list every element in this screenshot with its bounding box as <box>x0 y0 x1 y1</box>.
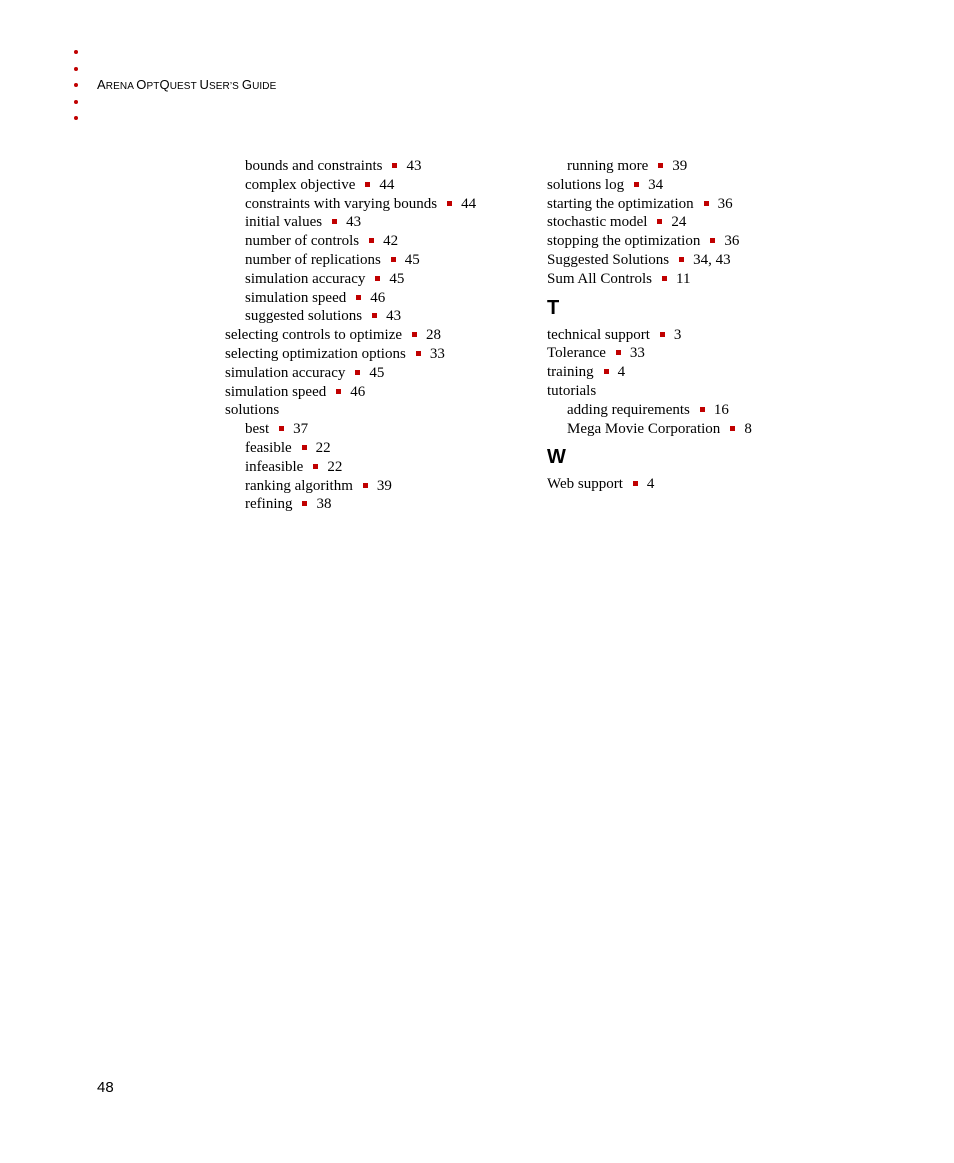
index-term: suggested solutions <box>245 308 363 325</box>
index-subentry <box>547 420 927 439</box>
page-reference: 33 <box>429 345 445 362</box>
index-term: refining <box>245 496 293 513</box>
index-term: best <box>245 421 270 438</box>
index-term: number of replications <box>245 251 381 268</box>
page-reference: 8 <box>744 420 752 437</box>
index-subentry <box>225 270 525 289</box>
page-reference: 42 <box>383 233 399 250</box>
index-subentry <box>225 420 525 439</box>
index-subentry <box>547 157 927 176</box>
square-bullet-icon <box>363 483 368 488</box>
index-subentry <box>225 157 525 176</box>
page-reference: 36 <box>717 195 733 212</box>
index-term: tutorials <box>547 382 597 399</box>
index-entry <box>547 270 927 289</box>
index-term: ranking algorithm <box>245 477 353 494</box>
page-reference: 16 <box>713 401 729 418</box>
page-reference: 3 <box>673 326 682 343</box>
page-reference: 34 <box>648 176 664 193</box>
index-term: Mega Movie Corporation <box>567 420 721 437</box>
square-bullet-icon <box>660 332 665 337</box>
bullet-icon <box>74 67 78 71</box>
index-entry <box>547 251 927 270</box>
page-reference: 24 <box>671 214 687 231</box>
bullet-icon <box>74 83 78 87</box>
index-term: solutions <box>225 402 280 419</box>
index-term: feasible <box>245 439 292 456</box>
index-entry <box>547 326 927 345</box>
page-reference: 34, 43 <box>693 251 731 268</box>
index-term: starting the optimization <box>547 195 694 212</box>
square-bullet-icon <box>392 163 397 168</box>
index-term: adding requirements <box>567 401 690 418</box>
index-subentry <box>225 251 525 270</box>
square-bullet-icon <box>365 182 370 187</box>
page-reference: 22 <box>315 439 331 456</box>
page-reference: 4 <box>646 476 655 493</box>
page-reference: 39 <box>672 158 688 174</box>
index-entry <box>547 475 927 494</box>
bullet-icon <box>74 116 78 120</box>
index-entry <box>225 383 525 402</box>
index-subentry <box>225 232 525 251</box>
index-entry <box>547 232 927 251</box>
page-reference: 45 <box>369 364 385 381</box>
index-term: selecting optimization options <box>225 345 406 362</box>
index-subentry <box>225 477 525 496</box>
square-bullet-icon <box>447 201 452 206</box>
square-bullet-icon <box>332 219 337 224</box>
page-reference: 45 <box>389 270 405 287</box>
index-subentry <box>225 439 525 458</box>
header-bullet-row <box>74 94 434 111</box>
index-subentry <box>225 195 525 214</box>
index-entry <box>225 364 525 383</box>
page-reference: 46 <box>350 383 366 400</box>
page-reference: 36 <box>724 233 740 250</box>
square-bullet-icon <box>704 201 709 206</box>
index-term: infeasible <box>245 458 304 475</box>
square-bullet-icon <box>372 313 377 318</box>
index-term: Sum All Controls <box>547 270 653 287</box>
page-reference: 44 <box>379 176 395 193</box>
header-bullet-row <box>74 44 434 61</box>
square-bullet-icon <box>302 501 307 506</box>
page-reference: 33 <box>629 345 645 362</box>
index-term: selecting controls to optimize <box>225 327 403 344</box>
header-bullet-row <box>74 77 434 94</box>
index-column-right <box>547 157 927 494</box>
index-term: technical support <box>547 326 650 343</box>
index-term: simulation speed <box>225 383 327 400</box>
index-subentry <box>225 458 525 477</box>
square-bullet-icon <box>336 389 341 394</box>
index-term: stopping the optimization <box>547 233 701 250</box>
index-term: Web support <box>547 476 623 493</box>
index-term: Tolerance <box>547 345 606 362</box>
index-entry <box>547 344 927 363</box>
index-letter-heading: W <box>547 446 566 469</box>
index-term: complex objective <box>245 176 356 193</box>
page-reference: 43 <box>346 214 362 231</box>
bullet-icon <box>74 100 78 104</box>
page-reference: 11 <box>676 270 691 287</box>
page-reference: 38 <box>316 496 332 513</box>
page-reference: 44 <box>461 195 477 212</box>
index-term: constraints with varying bounds <box>245 195 438 212</box>
bullet-icon <box>74 50 78 54</box>
index-subentry <box>547 401 927 420</box>
square-bullet-icon <box>634 182 639 187</box>
square-bullet-icon <box>412 332 417 337</box>
page-reference: 39 <box>376 477 392 494</box>
index-entry <box>547 213 927 232</box>
square-bullet-icon <box>355 370 360 375</box>
index-entry <box>225 345 525 364</box>
index-term: simulation accuracy <box>225 364 346 381</box>
index-term: training <box>547 364 594 381</box>
index-entry <box>547 382 927 401</box>
square-bullet-icon <box>369 238 374 243</box>
index-term: simulation speed <box>245 289 347 306</box>
index-subentry <box>225 176 525 195</box>
running-title: ARENA OPTQUEST USER’S GUIDE <box>97 77 277 92</box>
index-term: number of controls <box>245 233 360 250</box>
page-reference: 43 <box>386 308 402 325</box>
index-entry <box>547 176 927 195</box>
square-bullet-icon <box>658 163 663 168</box>
square-bullet-icon <box>356 295 361 300</box>
index-term: initial values <box>245 214 323 231</box>
index-column-left <box>225 157 525 514</box>
square-bullet-icon <box>710 238 715 243</box>
square-bullet-icon <box>679 257 684 262</box>
page-reference: 28 <box>426 327 442 344</box>
square-bullet-icon <box>416 351 421 356</box>
square-bullet-icon <box>391 257 396 262</box>
header-bullet-row <box>74 110 434 127</box>
square-bullet-icon <box>730 426 735 431</box>
index-entry <box>547 363 927 382</box>
square-bullet-icon <box>302 445 307 450</box>
page-reference: 43 <box>406 158 422 174</box>
square-bullet-icon <box>662 276 667 281</box>
index-term: solutions log <box>547 176 625 193</box>
index-term: stochastic model <box>547 214 648 231</box>
index-term: simulation accuracy <box>245 270 366 287</box>
index-subentry <box>225 289 525 308</box>
index-subentry <box>225 495 525 514</box>
index-entry <box>225 401 525 420</box>
square-bullet-icon <box>633 481 638 486</box>
square-bullet-icon <box>700 407 705 412</box>
square-bullet-icon <box>279 426 284 431</box>
header-bullet-row <box>74 61 434 78</box>
page-reference: 46 <box>370 289 386 306</box>
running-header <box>74 44 434 127</box>
page-reference: 22 <box>327 458 343 475</box>
square-bullet-icon <box>375 276 380 281</box>
square-bullet-icon <box>313 464 318 469</box>
index-term: running more <box>567 158 649 174</box>
page-number: 48 <box>97 1079 114 1096</box>
page-reference: 45 <box>404 251 420 268</box>
index-subentry <box>225 213 525 232</box>
index-entry <box>547 195 927 214</box>
index-subentry <box>225 307 525 326</box>
index-term: bounds and constraints <box>245 158 383 174</box>
index-term: Suggested Solutions <box>547 251 670 268</box>
page-reference: 4 <box>617 364 626 381</box>
page-reference: 37 <box>293 421 309 438</box>
square-bullet-icon <box>604 369 609 374</box>
square-bullet-icon <box>616 350 621 355</box>
square-bullet-icon <box>657 219 662 224</box>
index-entry <box>225 326 525 345</box>
index-letter-heading: T <box>547 296 560 319</box>
